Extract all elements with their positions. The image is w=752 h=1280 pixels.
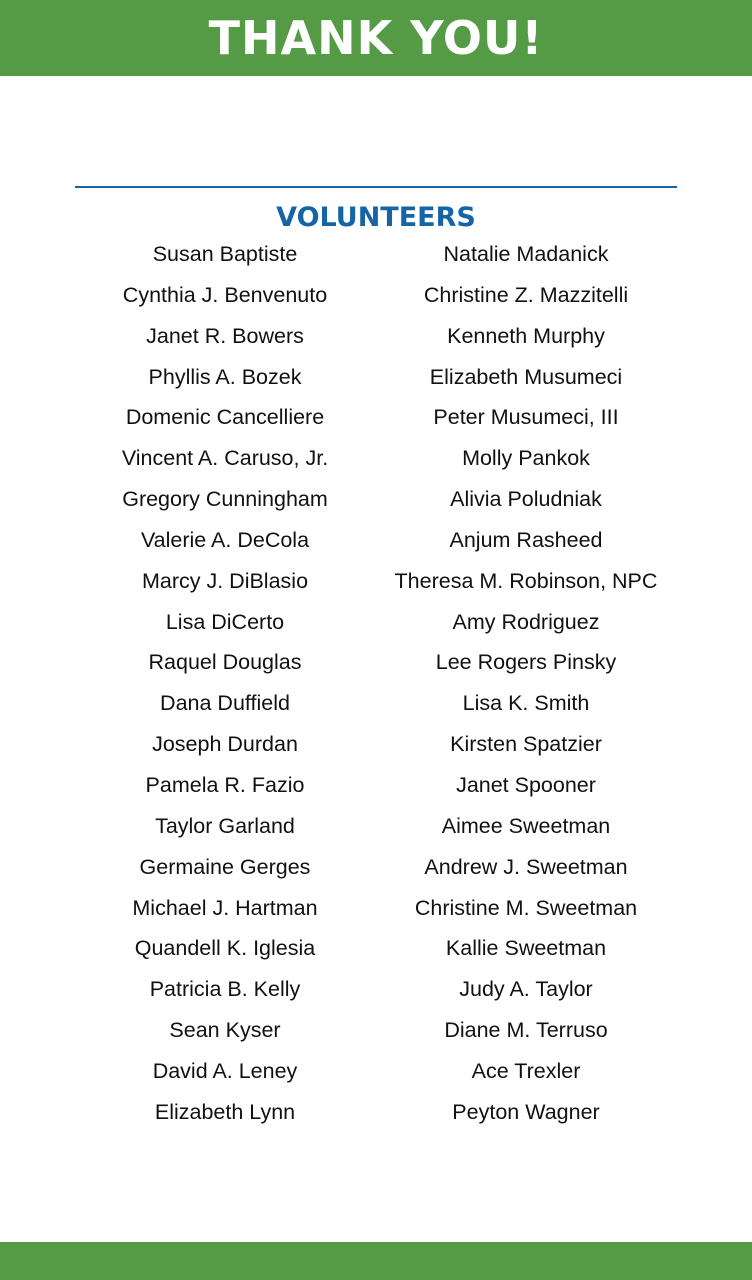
volunteer-name: Anjum Rasheed — [449, 527, 603, 552]
footer-band — [0, 1242, 752, 1280]
volunteer-name: Janet Spooner — [456, 772, 596, 797]
volunteer-name: Elizabeth Lynn — [154, 1099, 296, 1124]
volunteer-name: Natalie Madanick — [443, 242, 609, 266]
volunteer-name: Joseph Durdan — [152, 732, 298, 757]
section-divider — [75, 186, 677, 188]
volunteer-name: Diane M. Terruso — [444, 1018, 608, 1043]
volunteer-name: Domenic Cancelliere — [125, 405, 325, 430]
volunteer-name: Germaine Gerges — [139, 854, 311, 879]
volunteer-name: Pamela R. Fazio — [145, 772, 305, 797]
volunteer-name: Susan Baptiste — [152, 242, 298, 266]
volunteer-name: Sean Kyser — [169, 1018, 281, 1043]
volunteer-name: Lee Rogers Pinsky — [435, 650, 617, 675]
volunteer-name: Quandell K. Iglesia — [134, 936, 316, 961]
volunteer-name: Gregory Cunningham — [122, 487, 328, 512]
volunteer-name: Christine M. Sweetman — [414, 895, 638, 920]
volunteer-name: Raquel Douglas — [148, 650, 302, 675]
volunteer-name: Ace Trexler — [471, 1058, 581, 1083]
volunteer-name: Alivia Poludniak — [450, 487, 602, 512]
volunteer-name: Dana Duffield — [160, 691, 290, 716]
page-title: THANK YOU! — [208, 11, 544, 65]
volunteer-name: Michael J. Hartman — [132, 895, 318, 920]
volunteer-name: Molly Pankok — [462, 446, 590, 471]
volunteer-name: Judy A. Taylor — [459, 977, 593, 1002]
volunteer-name: Christine Z. Mazzitelli — [423, 282, 629, 307]
volunteer-name: Taylor Garland — [155, 813, 295, 838]
volunteer-name: Peter Musumeci, III — [433, 405, 619, 430]
volunteer-name: Cynthia J. Benvenuto — [122, 282, 328, 307]
volunteer-name: Aimee Sweetman — [441, 813, 611, 838]
volunteer-name: Kirsten Spatzier — [450, 732, 602, 757]
volunteer-name: Andrew J. Sweetman — [424, 854, 628, 879]
volunteer-list-left — [75, 234, 375, 1133]
volunteer-name: Amy Rodriguez — [452, 609, 600, 634]
volunteer-name: Kenneth Murphy — [447, 323, 605, 348]
volunteer-name: Peyton Wagner — [452, 1099, 600, 1124]
volunteer-name: Janet R. Bowers — [146, 323, 304, 348]
volunteer-name: David A. Leney — [152, 1058, 298, 1083]
volunteer-name: Vincent A. Caruso, Jr. — [121, 446, 329, 471]
volunteer-name: Patricia B. Kelly — [149, 977, 301, 1002]
volunteer-name: Elizabeth Musumeci — [429, 364, 623, 389]
volunteer-name: Lisa DiCerto — [165, 609, 285, 634]
volunteer-name: Theresa M. Robinson, NPC — [394, 568, 658, 593]
section-title: VOLUNTEERS — [276, 202, 476, 233]
volunteer-name: Kallie Sweetman — [445, 936, 607, 961]
volunteer-list-right — [376, 234, 676, 1133]
volunteer-name: Phyllis A. Bozek — [148, 364, 302, 389]
volunteer-name: Marcy J. DiBlasio — [141, 568, 309, 593]
volunteer-name: Lisa K. Smith — [462, 691, 590, 716]
volunteer-name: Valerie A. DeCola — [140, 527, 310, 552]
